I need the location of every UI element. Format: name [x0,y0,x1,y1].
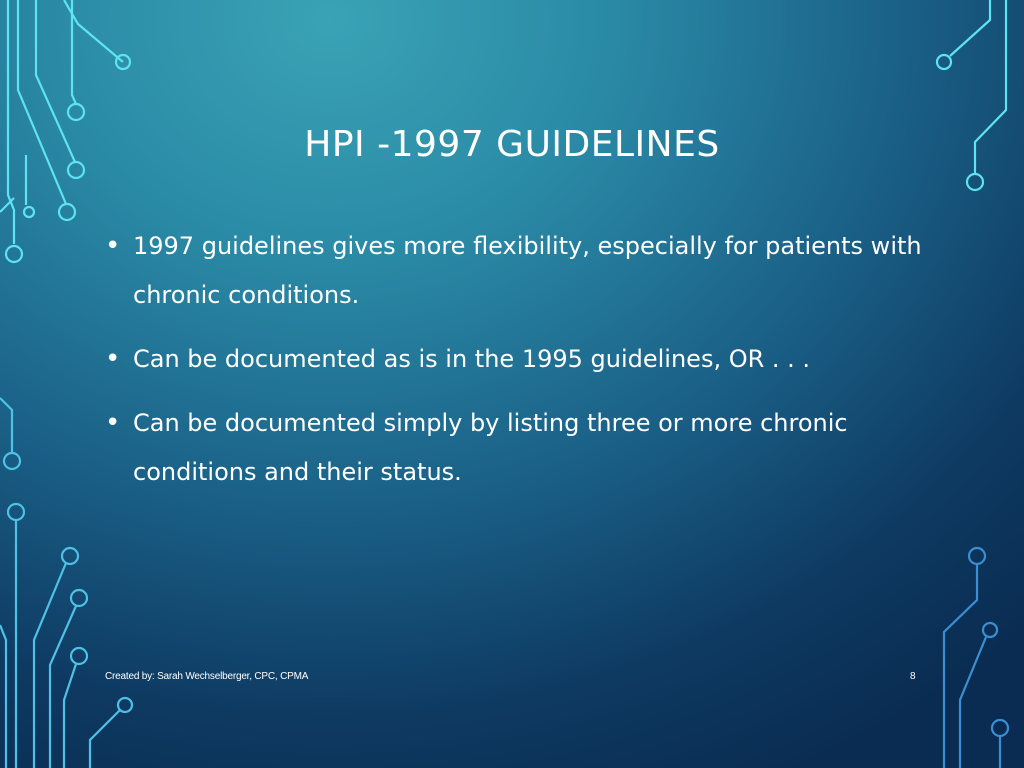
circuit-trace [90,710,120,768]
circuit-node-icon [68,104,84,120]
circuit-bottom-left [0,504,132,768]
bullet-dot-icon: • [105,408,121,438]
bullet-item [105,399,925,497]
circuit-left-middle [0,398,20,469]
bullet-dot-icon: • [105,344,121,374]
circuit-node-icon [937,55,951,69]
circuit-node-icon [983,623,997,637]
circuit-node-icon [967,174,983,190]
circuit-node-icon [59,204,75,220]
circuit-node-icon [6,246,22,262]
circuit-node-icon [969,548,985,564]
slide-title: HPI -1997 GUIDELINES [304,124,720,165]
circuit-trace [0,625,6,768]
circuit-trace [950,0,990,56]
circuit-node-icon [8,504,24,520]
page-number: 8 [910,671,916,682]
bullet-list [105,222,925,512]
circuit-trace [8,0,14,244]
bullet-item [105,335,925,384]
circuit-bottom-right [944,548,1008,768]
footer-credit: Created by: Sarah Wechselberger, CPC, CPMA [105,671,309,682]
circuit-node-icon [118,698,132,712]
circuit-node-icon [62,548,78,564]
bullet-text: Can be documented as is in the 1995 guidelines, OR . . . [133,345,811,373]
circuit-node-icon [71,590,87,606]
circuit-node-icon [71,648,87,664]
circuit-trace [0,398,12,452]
circuit-trace [64,664,76,768]
bullet-item [105,222,925,320]
circuit-node-icon [992,720,1008,736]
bullet-text: 1997 guidelines gives more flexibility, especially for patients with chronic conditions. [133,232,922,309]
circuit-node-icon [24,207,34,217]
bullet-text: Can be documented simply by listing three or more chronic conditions and their status. [133,409,848,486]
bullet-dot-icon: • [105,231,121,261]
circuit-node-icon [4,453,20,469]
circuit-trace [960,637,986,768]
